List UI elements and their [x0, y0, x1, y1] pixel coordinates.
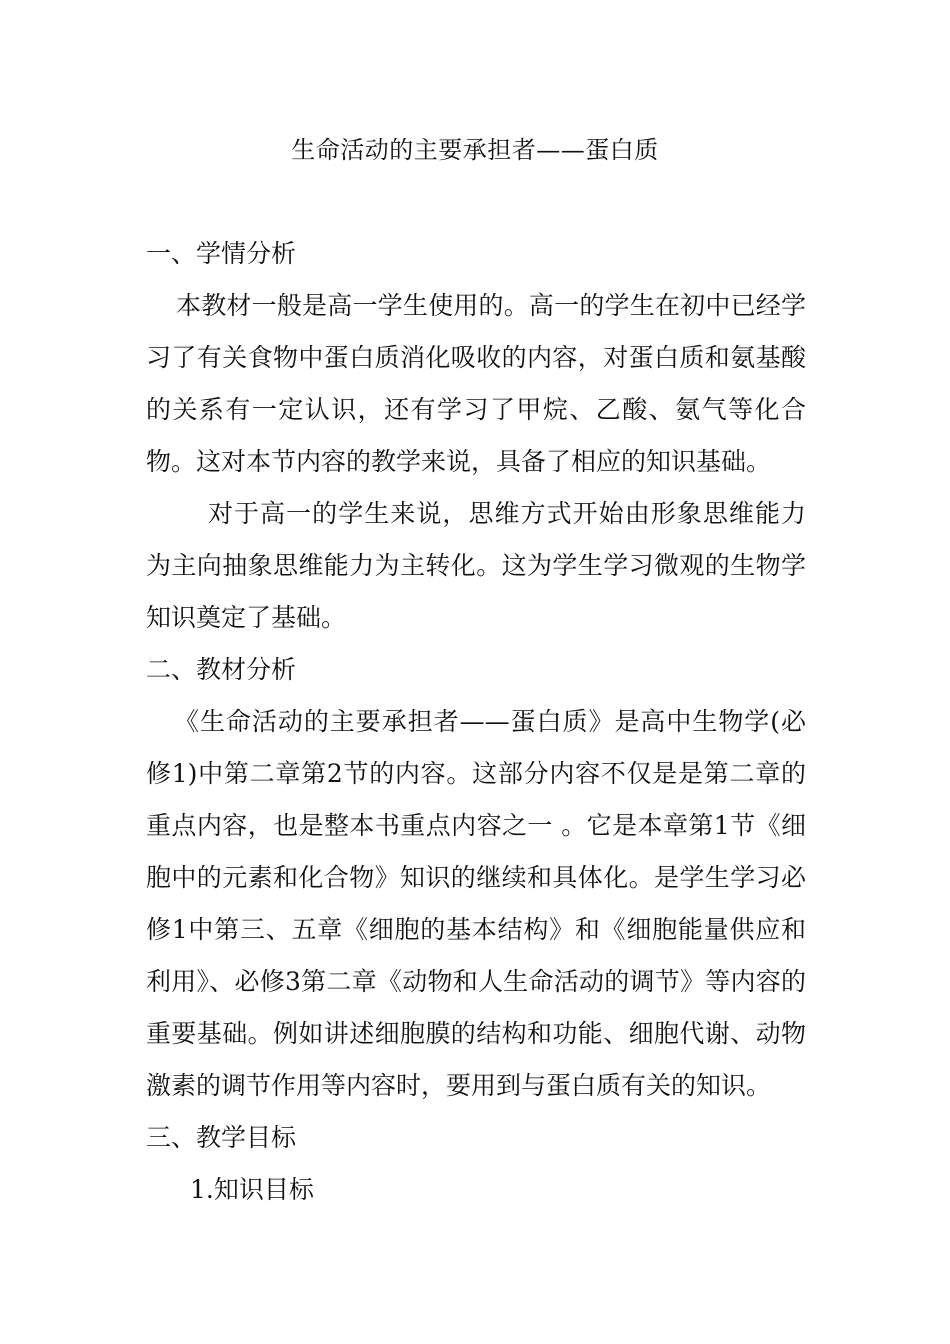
- subheading-knowledge-objectives: 1.知识目标: [190, 1175, 314, 1204]
- paragraph-textbook-analysis: 《生命活动的主要承担者——蛋白质》是高中生物学(必修1)中第二章第2节的内容。这部分内容不仅是是第二章的重点内容，也是整本书重点内容之一 。它是本章第1节《细胞中的元素和化合物》知识的继续和具体化。是学生学习必修1中第三、五章《细胞的基本结构》和《细胞能量供应和利用》、必修3第二章《动物和人生命活动的调节》等内容的重要基础。例如讲述细胞膜的结构和功能、细胞代谢、动物激素的调节作用等内容时，要用到与蛋白质有关的知识。: [146, 707, 806, 1100]
- paragraph-learner-background: 本教材一般是高一学生使用的。高一的学生在初中已经学习了有关食物中蛋白质消化吸收的内容，对蛋白质和氨基酸的关系有一定认识，还有学习了甲烷、乙酸、氨气等化合物。这对本节内容的教学来说，具备了相应的知识基础。: [146, 291, 806, 476]
- section-heading-teaching-objectives: 三、教学目标: [146, 1123, 297, 1152]
- document-title: 生命活动的主要承担者——蛋白质: [291, 136, 659, 164]
- section-heading-textbook-analysis: 二、教材分析: [146, 655, 297, 684]
- paragraph-learner-thinking: 对于高一的学生来说，思维方式开始由形象思维能力为主向抽象思维能力为主转化。这为学生学习微观的生物学知识奠定了基础。: [146, 499, 806, 632]
- document-body: [146, 228, 806, 1216]
- section-heading-learner-analysis: 一、学情分析: [146, 239, 297, 268]
